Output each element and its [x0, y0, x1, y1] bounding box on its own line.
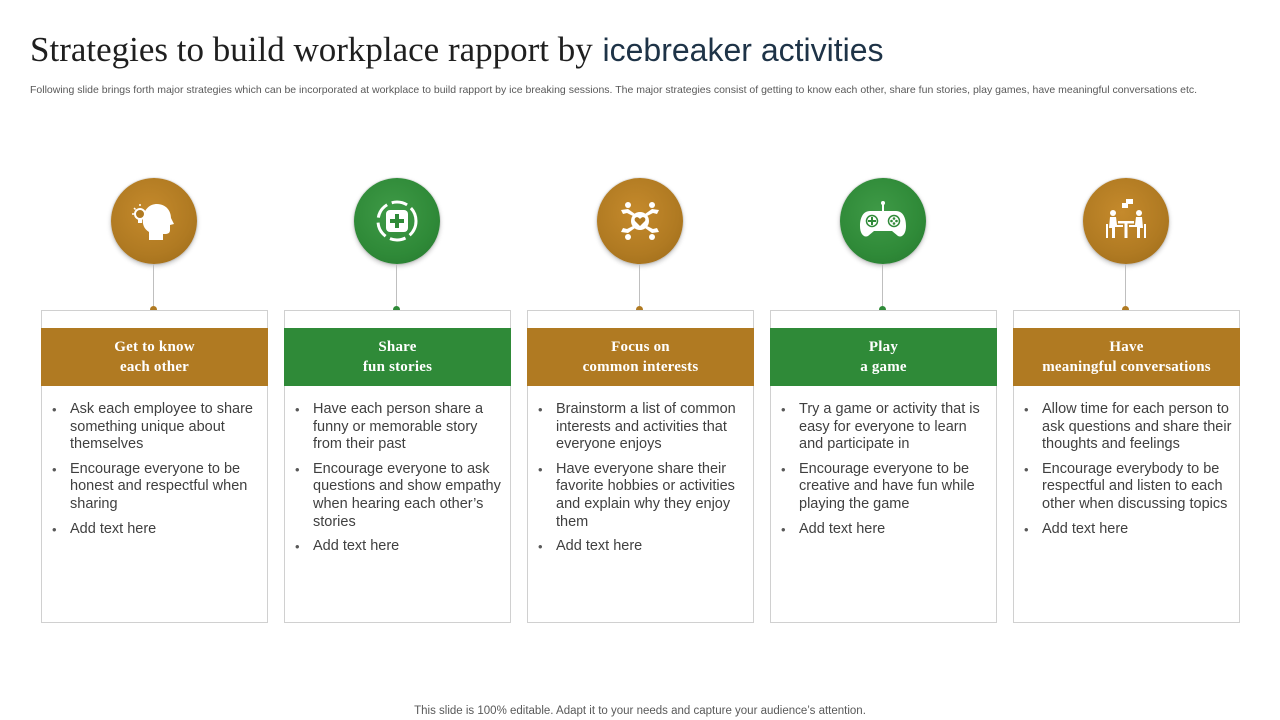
strategy-column-2 [283, 178, 511, 624]
bullet-item: • Encourage everyone to ask questions and show empathy when hearing each other’s stories [293, 461, 505, 531]
strategy-card-5 [1013, 310, 1240, 623]
footer-note: This slide is 100% editable. Adapt it to your needs and capture your audience’s attention. [414, 705, 866, 717]
strategy-3-heading-line-2: common interests [582, 359, 699, 375]
strategy-column-3 [526, 178, 754, 624]
plus-frame-icon [370, 194, 424, 248]
strategy-column-4 [769, 178, 997, 624]
strategy-2-heading-line-1: Share [378, 339, 417, 355]
strategy-4-heading-line-2: a game [860, 359, 907, 375]
bullet-item: • Encourage everyone to be honest and respectful when sharing [50, 461, 262, 514]
connector-line [639, 264, 640, 306]
bullet-item: • Add text here [536, 538, 748, 556]
strategy-5-heading [1013, 328, 1240, 386]
bullet-item: • Add text here [1022, 521, 1234, 539]
strategy-1-icon-circle [111, 178, 197, 264]
game-controller-icon [856, 194, 910, 248]
page-subtitle: Following slide brings forth major strategies which can be incorporated at workplace to build rapport by ice breaking sessions. The major strategies consist of getting to know each other, share fun stories, play games, have meaningful conversations etc. [30, 84, 1198, 96]
bullet-item: • Try a game or activity that is easy for everyone to learn and participate in [779, 401, 991, 454]
connector-line [882, 264, 883, 306]
strategy-card-4 [770, 310, 997, 623]
bullet-item: • Add text here [779, 521, 991, 539]
strategy-3-icon-circle [597, 178, 683, 264]
strategy-1-heading-line-2: each other [119, 359, 190, 375]
strategy-4-heading-line-1: Play [868, 339, 899, 355]
connector-line [1125, 264, 1126, 306]
bullet-item: • Have each person share a funny or memorable story from their past [293, 401, 505, 454]
bullet-item: • Add text here [293, 538, 505, 556]
strategy-4-bullets [779, 401, 991, 545]
strategy-1-bullets [50, 401, 262, 545]
head-lightbulb-icon [127, 194, 181, 248]
title-part-2: icebreaker activities [602, 32, 884, 68]
strategy-1-heading-line-1: Get to know [114, 339, 195, 355]
strategy-column-5 [1012, 178, 1240, 624]
bullet-item: • Allow time for each person to ask questions and share their thoughts and feelings [1022, 401, 1234, 454]
strategy-card-1 [41, 310, 268, 623]
strategy-card-2 [284, 310, 511, 623]
strategy-4-icon-circle [840, 178, 926, 264]
strategy-column-1 [40, 178, 268, 624]
bullet-item: • Add text here [50, 521, 262, 539]
people-heart-icon [613, 194, 667, 248]
strategy-2-bullets [293, 401, 505, 563]
strategy-2-heading-line-2: fun stories [362, 359, 433, 375]
strategy-3-heading-line-1: Focus on [611, 339, 670, 355]
conversation-table-icon [1099, 194, 1153, 248]
bullet-item: • Encourage everybody to be respectful and listen to each other when discussing topics [1022, 461, 1234, 514]
bullet-item: • Have everyone share their favorite hobbies or activities and explain why they enjoy them [536, 461, 748, 531]
connector-line [153, 264, 154, 306]
page-title [30, 28, 1250, 72]
strategy-3-bullets [536, 401, 748, 563]
strategy-2-icon-circle [354, 178, 440, 264]
strategy-4-heading [770, 328, 997, 386]
bullet-item: • Encourage everyone to be creative and have fun while playing the game [779, 461, 991, 514]
bullet-item: • Ask each employee to share something unique about themselves [50, 401, 262, 454]
strategy-5-heading-line-2: meaningful conversations [1042, 359, 1211, 375]
title-part-1: Strategies to build workplace rapport by [30, 30, 593, 69]
strategy-card-3 [527, 310, 754, 623]
strategy-5-bullets [1022, 401, 1234, 545]
strategy-5-icon-circle [1083, 178, 1169, 264]
strategy-2-heading [284, 328, 511, 386]
strategy-3-heading [527, 328, 754, 386]
strategy-1-heading [41, 328, 268, 386]
bullet-item: • Brainstorm a list of common interests and activities that everyone enjoys [536, 401, 748, 454]
strategy-5-heading-line-1: Have [1109, 339, 1144, 355]
connector-line [396, 264, 397, 306]
